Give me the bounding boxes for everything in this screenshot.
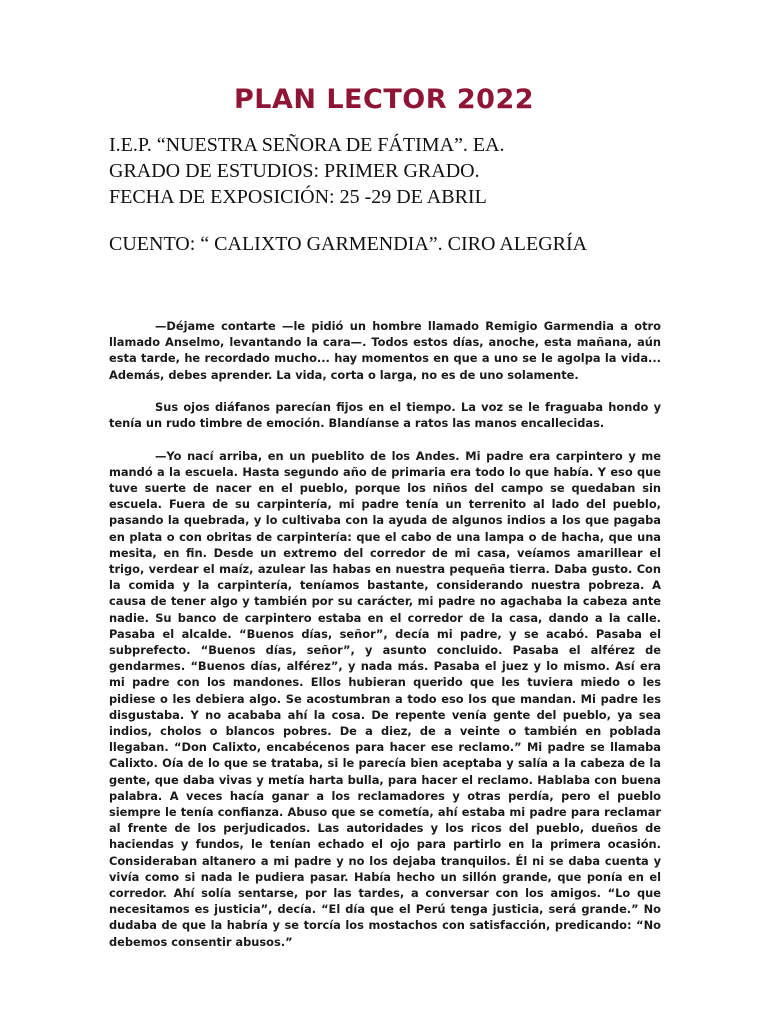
school-line: I.E.P. “NUESTRA SEÑORA DE FÁTIMA”. EA. [109, 134, 505, 156]
page-title: PLAN LECTOR 2022 [233, 84, 535, 115]
story-body [109, 318, 661, 966]
paragraph: Sus ojos diáfanos parecían fijos en el tiempo. La voz se le fraguaba hondo y tenía un rudo timbre de emoción. Blandíanse a ratos las manos encallecidas. [109, 400, 661, 431]
date-line: FECHA DE EXPOSICIÓN: 25 -29 DE ABRIL [109, 186, 487, 208]
header-block [109, 132, 669, 210]
story-title: CUENTO: “ CALIXTO GARMENDIA”. CIRO ALEGRÍA [109, 233, 588, 255]
paragraph: —Déjame contarte —le pidió un hombre llamado Remigio Garmendia a otro llamado Anselmo, levantando la cara—. Todos estos días, anoche, esta mañana, aún esta tarde, he recordado mucho... hay momentos en que a uno se le agolpa la vida... Además, debes aprender. La vida, corta o larga, no es de uno solamente. [109, 319, 661, 382]
grade-line: GRADO DE ESTUDIOS: PRIMER GRADO. [109, 160, 480, 182]
paragraph: —Yo nací arriba, en un pueblito de los Andes. Mi padre era carpintero y me mandó a la escuela. Hasta segundo año de primaria era todo lo que había. Y eso que tuve suerte de nacer en el pueblo, porque los niños del campo se quedaban sin escuela. Fuera de su carpintería, mi padre tenía un terrenito al lado del pueblo, pasando la quebrada, y lo cultivaba con la ayuda de algunos indios a los que pagaba en plata o con obritas de carpintería: que el cabo de una lampa o de hacha, que una mesita, en fin. Desde un extremo del corredor de mi casa, veíamos amarillear el trigo, verdear el maíz, azulear las habas en nuestra pequeña tierra. Daba gusto. Con la comida y la carpintería, teníamos bastante, considerando nuestra pobreza. A causa de tener algo y también por su carácter, mi padre no agachaba la cabeza ante nadie. Su banco de carpintero estaba en el corredor de la casa, dando a la calle. Pasaba el alcalde. “Buenos días, señor”, decía mi padre, y se acabó. Pasaba el subprefecto. “Buenos días, señor”, y asunto concluido. Pasaba el alférez de gendarmes. “Buenos días, alférez”, y nada más. Pasaba el juez y lo mismo. Así era mi padre con los mandones. Ellos hubieran querido que les tuviera miedo o les pidiese o les debiera algo. Se acostumbran a todo eso los que mandan. Mi padre les disgustaba. Y no acababa ahí la cosa. De repente venía gente del pueblo, ya sea indios, cholos o blancos pobres. De a diez, de a veinte o también en poblada llegaban. “Don Calixto, encabécenos para hacer ese reclamo.” Mi padre se llamaba Calixto. Oía de lo que se trataba, si le parecía bien aceptaba y salía a la cabeza de la gente, que daba vivas y metía harta bulla, para hacer el reclamo. Hablaba con buena palabra. A veces hacía ganar a los reclamadores y otras perdía, pero el pueblo siempre le tenía confianza. Abuso que se cometía, ahí estaba mi padre para reclamar al frente de los perjudicados. Las autoridades y los ricos del pueblo, dueños de haciendas y fundos, le tenían echado el ojo para partirlo en la primera ocasión. Consideraban altanero a mi padre y no los dejaba tranquilos. Él ni se daba cuenta y vivía como si nada le pudiera pasar. Había hecho un sillón grande, que ponía en el corredor. Ahí solía sentarse, por las tardes, a conversar con los amigos. “Lo que necesitamos es justicia”, decía. “El día que el Perú tenga justicia, será grande.” No dudaba de que la habría y se torcía los mostachos con satisfacción, predicando: “No debemos consentir abusos.” [109, 448, 661, 949]
